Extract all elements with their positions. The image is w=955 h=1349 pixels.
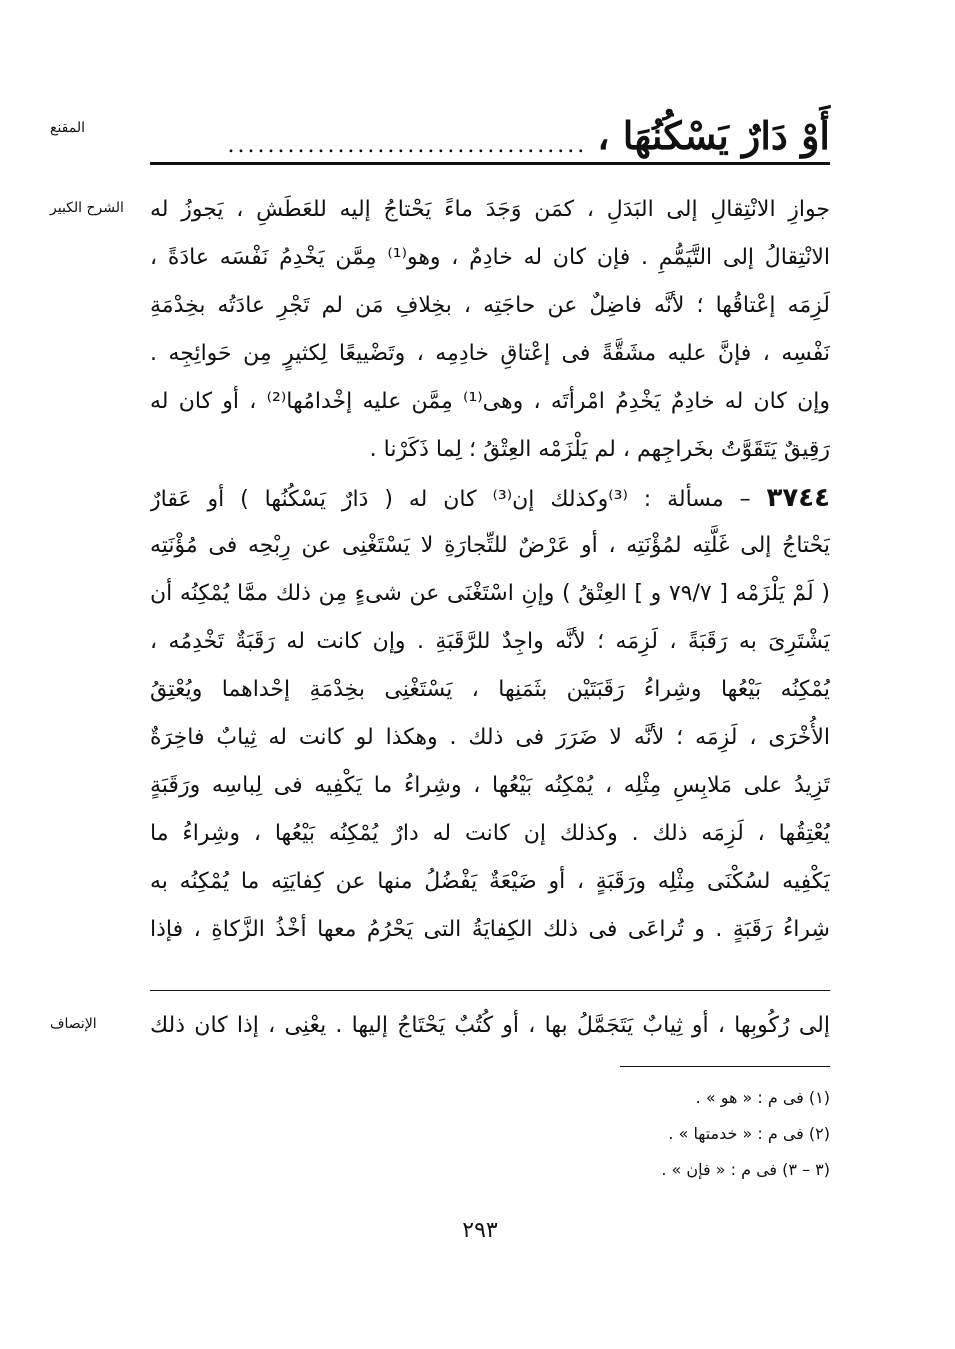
insaf-divider <box>150 990 830 991</box>
header-side-label: المقنع <box>50 120 86 136</box>
text-line: يَشْتَرِىَ به رَقَبَةً ، لَزِمَه ؛ لأنَّه واجِدٌ للرَّقَبَةِ . وإن كانت له رَقَبَةٌ تَخْدِمُه ، <box>150 629 830 654</box>
sharh-text-block <box>150 186 830 954</box>
text-line: الانْتِقالُ إلى التَّيَمُّمِ . فإن كان له خادِمٌ ، وهو⁽¹⁾ مِمَّن يَخْدِمُ نَفْسَه عادَةً ، <box>150 245 830 270</box>
insaf-line: إلى رُكُوبِها ، أو ثِيابٌ يَتَجَمَّلُ بها ، أو كُتُبٌ يَحْتَاجُ إليها . يعْنِى ، إذا كان ذلك <box>150 1013 830 1038</box>
masala-heading-text: – مسألة : ⁽³⁾وكذلك إن⁽³⁾ كان له ( دَارٌ يَسْكُنُها ) أو عَقارٌ <box>150 487 751 512</box>
header-rule <box>150 162 830 165</box>
text-line: تَزِيدُ على مَلابِسِ مِثْلِه ، يُمْكِنُه بَيْعُها ، وشِراءُ ما يَكْفِيه فى لِباسِه ورَقَبَةٍ <box>150 773 830 798</box>
footnote: (١) فى م : « هو » . <box>695 1088 830 1107</box>
header-dots: .................................... <box>227 133 588 158</box>
text-line: يُعْتِقُها ، لَزِمَه ذلك . وكذلك إن كانت له دارٌ يُمْكِنُه بَيْعُها ، وشِراءُ ما <box>150 821 830 846</box>
text-line: يَحْتاجُ إلى غَلَّتِه لمُؤْنَتِه ، أو عَرْضٌ للتِّجارَةِ لا يَسْتَغْنِى عن رِبْحِه فى مُؤْنَتِه <box>150 533 830 558</box>
text-line: جوازِ الانْتِقالِ إلى البَدَلِ ، كمَن وَجَدَ ماءً يَحْتاجُ إليه للعَطَشِ ، يَجوزُ له <box>150 197 830 222</box>
sharh-side-label: الشرح الكبير <box>50 200 124 216</box>
text-line: يَكْفِيه لسُكْنَى مِثْلِه ورَقَبَةٍ ، أو ضَيْعَةٌ يَفْضُلُ منها عن كِفايَتِه ما يُمْكِنُه به <box>150 869 830 894</box>
text-line: الأُخْرَى ، لَزِمَه ؛ لأنَّه لا ضَرَرَ فى ذلك . وهكذا لو كانت له ثِيابٌ فاخِرَةٌ <box>150 725 830 750</box>
text-line: وإن كان له خادِمٌ يَخْدِمُ امْرأتَه ، وهى⁽¹⁾ مِمَّن عليه إخْدامُها⁽²⁾ ، أو كان له <box>150 389 830 414</box>
footnote: (٢) فى م : « خدمتها » . <box>668 1124 830 1143</box>
text-line: نَفْسِه ، فإنَّ عليه مشَقَّةً فى إعْتاقِ خادِمِه ، وتَضْييعًا لِكثيرٍ مِن حَوائِجِه . <box>150 341 830 366</box>
page-number: ٢٩٣ <box>462 1218 498 1243</box>
insaf-side-label: الإنصاف <box>50 1016 97 1032</box>
footnote-rule <box>620 1066 830 1067</box>
header-title: أَوْ دَارٌ يَسْكُنُهَا ، <box>597 113 830 158</box>
text-line: ( لَمْ يَلْزَمْه [ ٧٩/٧ و ] العِتْقُ ) وإنِ اسْتَغْنَى عن شىءٍ مِن ذلك ممَّا يُمْكِنُه أن <box>150 581 830 606</box>
masala-number: ٣٧٤٤ <box>766 483 830 513</box>
footnotes <box>450 1080 830 1188</box>
text-line: لَزِمَه إعْتاقُها ؛ لأنَّه فاضِلٌ عن حاجَتِه ، بخِلافِ مَن لم تَجْرِ عادَتُه بخِدْمَةِ <box>150 293 830 318</box>
text-line: يُمْكِنُه بَيْعُها وشِراءُ رَقَبَتَيْن بثَمَنِها ، يَسْتَغْنِى بخِدْمَةِ إحْداهما ويُعْتِقُ <box>150 677 830 702</box>
footnote: (٣ – ٣) فى م : « فإن » . <box>661 1160 830 1179</box>
insaf-text-block <box>150 1002 830 1050</box>
text-line: شِراءُ رَقَبَةٍ . و تُراعَى فى ذلك الكِفايَةُ التى يَحْرُمُ معها أخْذُ الزَّكاةِ ، فإذا <box>150 917 830 942</box>
page-header <box>150 98 830 158</box>
masala-first-line <box>150 474 830 522</box>
text-line: رَقِيقٌ يَتَقَوَّتُ بخَراجِهم ، لم يَلْزَمْه العِتْقُ ؛ لِما ذَكَرْنا . <box>369 437 830 462</box>
